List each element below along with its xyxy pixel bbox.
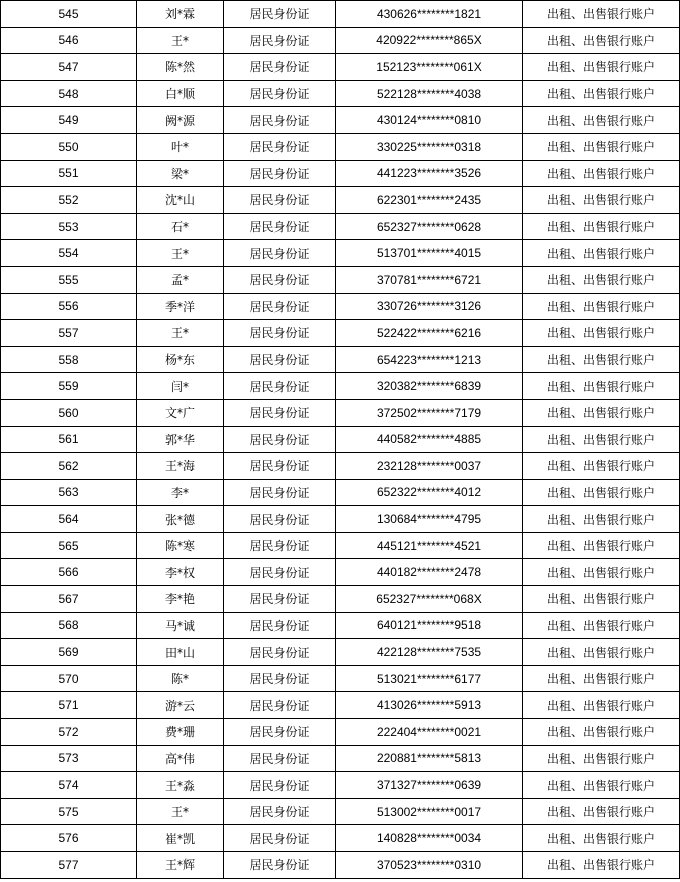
table-row bbox=[1, 559, 680, 586]
id-number-cell: 152123********061X bbox=[336, 54, 523, 81]
reason-cell: 出租、出售银行账户 bbox=[523, 506, 680, 533]
document-type-cell: 居民身份证 bbox=[224, 586, 336, 613]
document-type-cell: 居民身份证 bbox=[224, 506, 336, 533]
reason-cell: 出租、出售银行账户 bbox=[523, 213, 680, 240]
name-cell: 郭*华 bbox=[137, 426, 224, 453]
name-cell: 闫* bbox=[137, 373, 224, 400]
document-type-cell: 居民身份证 bbox=[224, 852, 336, 879]
document-type-cell: 居民身份证 bbox=[224, 373, 336, 400]
table-row bbox=[1, 612, 680, 639]
name-cell: 李*权 bbox=[137, 559, 224, 586]
table-row bbox=[1, 692, 680, 719]
table-row bbox=[1, 798, 680, 825]
document-type-cell: 居民身份证 bbox=[224, 665, 336, 692]
row-number-cell: 575 bbox=[1, 798, 137, 825]
reason-cell: 出租、出售银行账户 bbox=[523, 639, 680, 666]
id-number-cell: 640121********9518 bbox=[336, 612, 523, 639]
name-cell: 高*伟 bbox=[137, 745, 224, 772]
reason-cell: 出租、出售银行账户 bbox=[523, 612, 680, 639]
name-cell: 陈*然 bbox=[137, 54, 224, 81]
reason-cell: 出租、出售银行账户 bbox=[523, 772, 680, 799]
document-type-cell: 居民身份证 bbox=[224, 772, 336, 799]
id-number-cell: 652322********4012 bbox=[336, 479, 523, 506]
document-type-cell: 居民身份证 bbox=[224, 80, 336, 107]
document-type-cell: 居民身份证 bbox=[224, 426, 336, 453]
reason-cell: 出租、出售银行账户 bbox=[523, 320, 680, 347]
table-row bbox=[1, 506, 680, 533]
id-number-cell: 440582********4885 bbox=[336, 426, 523, 453]
document-type-cell: 居民身份证 bbox=[224, 825, 336, 852]
reason-cell: 出租、出售银行账户 bbox=[523, 1, 680, 28]
id-number-cell: 522128********4038 bbox=[336, 80, 523, 107]
reason-cell: 出租、出售银行账户 bbox=[523, 399, 680, 426]
row-number-cell: 546 bbox=[1, 27, 137, 54]
document-type-cell: 居民身份证 bbox=[224, 320, 336, 347]
table-row bbox=[1, 27, 680, 54]
document-type-cell: 居民身份证 bbox=[224, 639, 336, 666]
row-number-cell: 555 bbox=[1, 266, 137, 293]
id-number-cell: 140828********0034 bbox=[336, 825, 523, 852]
document-type-cell: 居民身份证 bbox=[224, 213, 336, 240]
document-type-cell: 居民身份证 bbox=[224, 532, 336, 559]
reason-cell: 出租、出售银行账户 bbox=[523, 665, 680, 692]
id-number-cell: 372502********7179 bbox=[336, 399, 523, 426]
id-number-cell: 654223********1213 bbox=[336, 346, 523, 373]
row-number-cell: 553 bbox=[1, 213, 137, 240]
id-number-cell: 652327********0628 bbox=[336, 213, 523, 240]
row-number-cell: 558 bbox=[1, 346, 137, 373]
row-number-cell: 550 bbox=[1, 133, 137, 160]
reason-cell: 出租、出售银行账户 bbox=[523, 240, 680, 267]
document-type-cell: 居民身份证 bbox=[224, 453, 336, 480]
table-row bbox=[1, 160, 680, 187]
table-row bbox=[1, 745, 680, 772]
row-number-cell: 557 bbox=[1, 320, 137, 347]
id-number-cell: 130684********4795 bbox=[336, 506, 523, 533]
table-row bbox=[1, 479, 680, 506]
row-number-cell: 564 bbox=[1, 506, 137, 533]
name-cell: 陈* bbox=[137, 665, 224, 692]
name-cell: 王* bbox=[137, 320, 224, 347]
id-number-cell: 440182********2478 bbox=[336, 559, 523, 586]
table-row bbox=[1, 719, 680, 746]
table-row bbox=[1, 453, 680, 480]
table-row bbox=[1, 586, 680, 613]
row-number-cell: 571 bbox=[1, 692, 137, 719]
id-number-cell: 622301********2435 bbox=[336, 187, 523, 214]
reason-cell: 出租、出售银行账户 bbox=[523, 346, 680, 373]
reason-cell: 出租、出售银行账户 bbox=[523, 586, 680, 613]
reason-cell: 出租、出售银行账户 bbox=[523, 479, 680, 506]
table-row bbox=[1, 852, 680, 879]
row-number-cell: 570 bbox=[1, 665, 137, 692]
reason-cell: 出租、出售银行账户 bbox=[523, 373, 680, 400]
reason-cell: 出租、出售银行账户 bbox=[523, 798, 680, 825]
id-number-cell: 422128********7535 bbox=[336, 639, 523, 666]
id-number-cell: 320382********6839 bbox=[336, 373, 523, 400]
id-number-cell: 370781********6721 bbox=[336, 266, 523, 293]
name-cell: 李* bbox=[137, 479, 224, 506]
name-cell: 石* bbox=[137, 213, 224, 240]
reason-cell: 出租、出售银行账户 bbox=[523, 825, 680, 852]
document-type-cell: 居民身份证 bbox=[224, 479, 336, 506]
table-row bbox=[1, 133, 680, 160]
table-row bbox=[1, 665, 680, 692]
name-cell: 王*辉 bbox=[137, 852, 224, 879]
row-number-cell: 563 bbox=[1, 479, 137, 506]
id-number-cell: 441223********3526 bbox=[336, 160, 523, 187]
row-number-cell: 561 bbox=[1, 426, 137, 453]
name-cell: 叶* bbox=[137, 133, 224, 160]
id-number-cell: 330726********3126 bbox=[336, 293, 523, 320]
reason-cell: 出租、出售银行账户 bbox=[523, 266, 680, 293]
name-cell: 沈*山 bbox=[137, 187, 224, 214]
row-number-cell: 572 bbox=[1, 719, 137, 746]
document-type-cell: 居民身份证 bbox=[224, 612, 336, 639]
table-row bbox=[1, 107, 680, 134]
row-number-cell: 567 bbox=[1, 586, 137, 613]
table-row bbox=[1, 1, 680, 28]
reason-cell: 出租、出售银行账户 bbox=[523, 453, 680, 480]
id-number-cell: 222404********0021 bbox=[336, 719, 523, 746]
name-cell: 白*顺 bbox=[137, 80, 224, 107]
table-row bbox=[1, 266, 680, 293]
row-number-cell: 573 bbox=[1, 745, 137, 772]
reason-cell: 出租、出售银行账户 bbox=[523, 852, 680, 879]
document-type-cell: 居民身份证 bbox=[224, 293, 336, 320]
reason-cell: 出租、出售银行账户 bbox=[523, 745, 680, 772]
row-number-cell: 576 bbox=[1, 825, 137, 852]
document-type-cell: 居民身份证 bbox=[224, 719, 336, 746]
name-cell: 崔*凯 bbox=[137, 825, 224, 852]
table-row bbox=[1, 187, 680, 214]
row-number-cell: 545 bbox=[1, 1, 137, 28]
document-type-cell: 居民身份证 bbox=[224, 266, 336, 293]
id-number-cell: 413026********5913 bbox=[336, 692, 523, 719]
row-number-cell: 549 bbox=[1, 107, 137, 134]
name-cell: 梁* bbox=[137, 160, 224, 187]
row-number-cell: 569 bbox=[1, 639, 137, 666]
name-cell: 王* bbox=[137, 240, 224, 267]
reason-cell: 出租、出售银行账户 bbox=[523, 719, 680, 746]
id-number-cell: 513002********0017 bbox=[336, 798, 523, 825]
id-number-cell: 430626********1821 bbox=[336, 1, 523, 28]
name-cell: 张*德 bbox=[137, 506, 224, 533]
document-type-cell: 居民身份证 bbox=[224, 399, 336, 426]
row-number-cell: 547 bbox=[1, 54, 137, 81]
table-row bbox=[1, 399, 680, 426]
document-type-cell: 居民身份证 bbox=[224, 346, 336, 373]
document-type-cell: 居民身份证 bbox=[224, 240, 336, 267]
name-cell: 王* bbox=[137, 798, 224, 825]
name-cell: 刘*霖 bbox=[137, 1, 224, 28]
name-cell: 杨*东 bbox=[137, 346, 224, 373]
id-number-cell: 371327********0639 bbox=[336, 772, 523, 799]
name-cell: 阙*源 bbox=[137, 107, 224, 134]
name-cell: 文*广 bbox=[137, 399, 224, 426]
reason-cell: 出租、出售银行账户 bbox=[523, 532, 680, 559]
records-table-body bbox=[1, 1, 680, 879]
id-number-cell: 652327********068X bbox=[336, 586, 523, 613]
document-type-cell: 居民身份证 bbox=[224, 133, 336, 160]
name-cell: 马*诚 bbox=[137, 612, 224, 639]
reason-cell: 出租、出售银行账户 bbox=[523, 187, 680, 214]
id-number-cell: 370523********0310 bbox=[336, 852, 523, 879]
table-row bbox=[1, 346, 680, 373]
row-number-cell: 552 bbox=[1, 187, 137, 214]
row-number-cell: 556 bbox=[1, 293, 137, 320]
row-number-cell: 562 bbox=[1, 453, 137, 480]
row-number-cell: 559 bbox=[1, 373, 137, 400]
document-type-cell: 居民身份证 bbox=[224, 692, 336, 719]
reason-cell: 出租、出售银行账户 bbox=[523, 160, 680, 187]
row-number-cell: 560 bbox=[1, 399, 137, 426]
table-row bbox=[1, 293, 680, 320]
reason-cell: 出租、出售银行账户 bbox=[523, 559, 680, 586]
table-row bbox=[1, 320, 680, 347]
document-type-cell: 居民身份证 bbox=[224, 54, 336, 81]
row-number-cell: 565 bbox=[1, 532, 137, 559]
reason-cell: 出租、出售银行账户 bbox=[523, 293, 680, 320]
document-type-cell: 居民身份证 bbox=[224, 798, 336, 825]
table-row bbox=[1, 532, 680, 559]
name-cell: 王* bbox=[137, 27, 224, 54]
id-number-cell: 445121********4521 bbox=[336, 532, 523, 559]
reason-cell: 出租、出售银行账户 bbox=[523, 54, 680, 81]
table-row bbox=[1, 639, 680, 666]
table-row bbox=[1, 240, 680, 267]
row-number-cell: 574 bbox=[1, 772, 137, 799]
id-number-cell: 420922********865X bbox=[336, 27, 523, 54]
document-type-cell: 居民身份证 bbox=[224, 559, 336, 586]
table-row bbox=[1, 54, 680, 81]
table-row bbox=[1, 772, 680, 799]
name-cell: 陈*寒 bbox=[137, 532, 224, 559]
id-number-cell: 430124********0810 bbox=[336, 107, 523, 134]
document-type-cell: 居民身份证 bbox=[224, 187, 336, 214]
reason-cell: 出租、出售银行账户 bbox=[523, 80, 680, 107]
name-cell: 王*海 bbox=[137, 453, 224, 480]
id-number-cell: 513701********4015 bbox=[336, 240, 523, 267]
row-number-cell: 568 bbox=[1, 612, 137, 639]
row-number-cell: 548 bbox=[1, 80, 137, 107]
row-number-cell: 554 bbox=[1, 240, 137, 267]
reason-cell: 出租、出售银行账户 bbox=[523, 107, 680, 134]
document-type-cell: 居民身份证 bbox=[224, 745, 336, 772]
reason-cell: 出租、出售银行账户 bbox=[523, 692, 680, 719]
document-type-cell: 居民身份证 bbox=[224, 1, 336, 28]
name-cell: 王*淼 bbox=[137, 772, 224, 799]
document-type-cell: 居民身份证 bbox=[224, 107, 336, 134]
id-number-cell: 330225********0318 bbox=[336, 133, 523, 160]
row-number-cell: 551 bbox=[1, 160, 137, 187]
reason-cell: 出租、出售银行账户 bbox=[523, 426, 680, 453]
name-cell: 孟* bbox=[137, 266, 224, 293]
name-cell: 李*艳 bbox=[137, 586, 224, 613]
id-number-cell: 522422********6216 bbox=[336, 320, 523, 347]
table-row bbox=[1, 426, 680, 453]
reason-cell: 出租、出售银行账户 bbox=[523, 133, 680, 160]
row-number-cell: 577 bbox=[1, 852, 137, 879]
id-number-cell: 232128********0037 bbox=[336, 453, 523, 480]
name-cell: 季*洋 bbox=[137, 293, 224, 320]
table-row bbox=[1, 825, 680, 852]
name-cell: 田*山 bbox=[137, 639, 224, 666]
id-number-cell: 513021********6177 bbox=[336, 665, 523, 692]
table-row bbox=[1, 80, 680, 107]
table-row bbox=[1, 373, 680, 400]
reason-cell: 出租、出售银行账户 bbox=[523, 27, 680, 54]
document-type-cell: 居民身份证 bbox=[224, 27, 336, 54]
row-number-cell: 566 bbox=[1, 559, 137, 586]
table-row bbox=[1, 213, 680, 240]
name-cell: 费*珊 bbox=[137, 719, 224, 746]
document-type-cell: 居民身份证 bbox=[224, 160, 336, 187]
name-cell: 游*云 bbox=[137, 692, 224, 719]
id-number-cell: 220881********5813 bbox=[336, 745, 523, 772]
